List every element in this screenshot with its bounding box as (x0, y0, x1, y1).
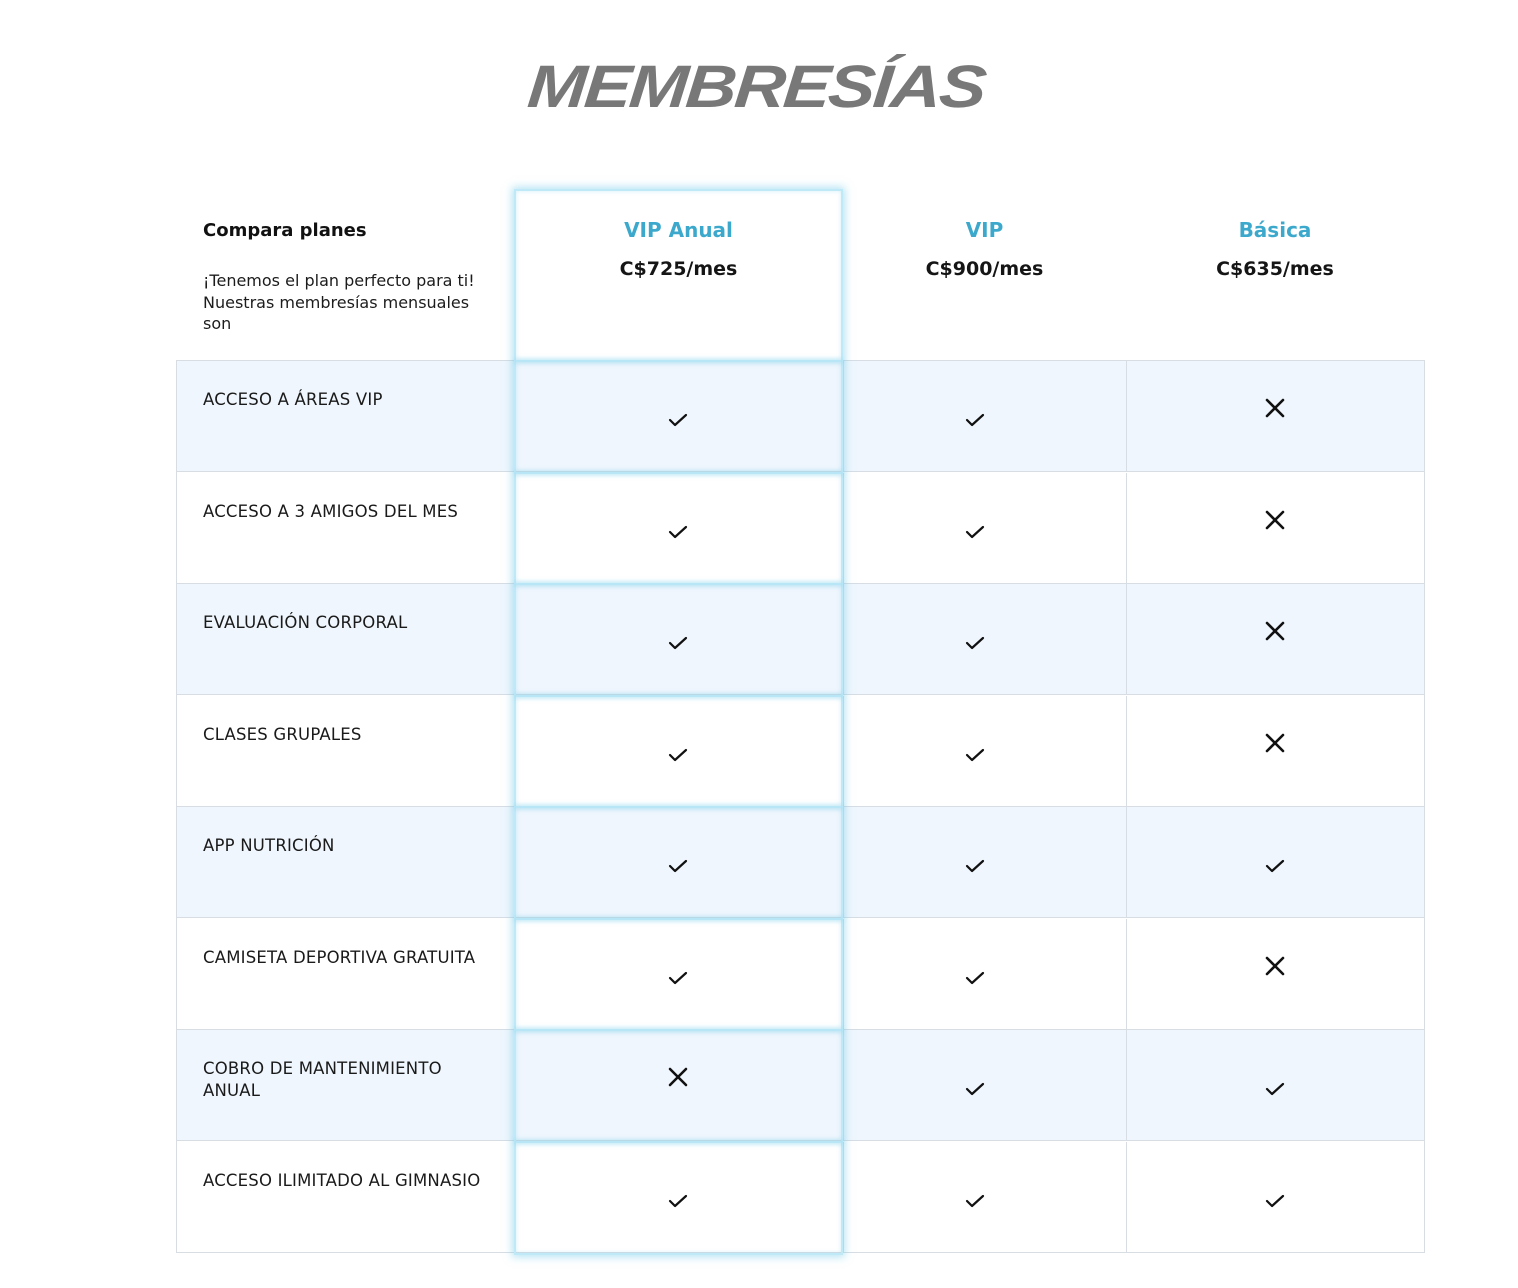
check-icon (955, 1142, 995, 1252)
cell-divider (843, 1030, 844, 1140)
check-icon (955, 696, 995, 806)
feature-label: ACCESO A 3 AMIGOS DEL MES (203, 502, 459, 521)
check-icon (955, 1030, 995, 1140)
highlight-row-separator (516, 1029, 841, 1031)
page-title: MEMBRESÍAS (525, 53, 988, 120)
check-icon (658, 696, 698, 806)
table-row (177, 807, 1424, 918)
feature-label: EVALUACIÓN CORPORAL (203, 613, 408, 632)
cell-divider (1126, 696, 1127, 806)
feature-label: COBRO DE MANTENIMIENTO ANUAL (203, 1059, 442, 1100)
cell-divider (843, 473, 844, 583)
plan-header-basica[interactable] (1126, 218, 1424, 280)
table-row (177, 361, 1424, 472)
cell-divider (1126, 919, 1127, 1029)
check-icon (955, 919, 995, 1029)
compare-heading: Compara planes (203, 220, 367, 241)
table-row (177, 919, 1424, 1030)
feature-label: ACCESO A ÁREAS VIP (203, 390, 383, 409)
check-icon (1255, 807, 1295, 917)
check-icon (955, 584, 995, 694)
highlight-row-separator (516, 360, 841, 362)
table-row (177, 696, 1424, 807)
cross-icon (1255, 473, 1295, 583)
check-icon (658, 584, 698, 694)
check-icon (955, 807, 995, 917)
cell-divider (843, 1142, 844, 1252)
cell-divider (843, 584, 844, 694)
cell-divider (1126, 584, 1127, 694)
highlight-row-separator (516, 806, 841, 808)
compare-description: ¡Tenemos el plan perfecto para ti! Nuestras membresías mensuales son (203, 271, 475, 333)
cell-divider (843, 696, 844, 806)
highlight-row-separator (516, 472, 841, 474)
cell-divider (1126, 361, 1127, 471)
cell-divider (1126, 473, 1127, 583)
cell-divider (843, 361, 844, 471)
plan-name: VIP Anual (624, 218, 733, 242)
check-icon (658, 807, 698, 917)
table-row (177, 473, 1424, 584)
feature-label: ACCESO ILIMITADO AL GIMNASIO (203, 1171, 481, 1190)
feature-label: CAMISETA DEPORTIVA GRATUITA (203, 948, 476, 967)
cell-divider (843, 919, 844, 1029)
cross-icon (1255, 361, 1295, 471)
plan-header-vip-anual[interactable] (514, 218, 843, 280)
plan-price: C$725/mes (619, 258, 738, 280)
cross-icon (1255, 696, 1295, 806)
cross-icon (658, 1030, 698, 1140)
plan-price: C$900/mes (925, 258, 1044, 280)
feature-label: APP NUTRICIÓN (203, 836, 335, 855)
feature-label: CLASES GRUPALES (203, 725, 362, 744)
highlight-row-separator (516, 695, 841, 697)
cross-icon (1255, 919, 1295, 1029)
table-row (177, 1142, 1424, 1253)
cross-icon (1255, 584, 1295, 694)
check-icon (955, 473, 995, 583)
highlight-row-separator (516, 918, 841, 920)
table-row (177, 584, 1424, 695)
table-row (177, 1030, 1424, 1141)
cell-divider (1126, 1030, 1127, 1140)
cell-divider (1126, 807, 1127, 917)
check-icon (1255, 1030, 1295, 1140)
check-icon (658, 1142, 698, 1252)
cell-divider (1126, 1142, 1127, 1252)
check-icon (1255, 1142, 1295, 1252)
check-icon (658, 473, 698, 583)
plan-price: C$635/mes (1216, 258, 1334, 280)
highlight-row-separator (516, 1141, 841, 1143)
plan-name: VIP (965, 218, 1004, 242)
check-icon (658, 361, 698, 471)
check-icon (658, 919, 698, 1029)
cell-divider (843, 807, 844, 917)
highlight-row-separator (516, 583, 841, 585)
plan-name: Básica (1238, 218, 1312, 242)
check-icon (955, 361, 995, 471)
plan-header-vip[interactable] (843, 218, 1126, 280)
